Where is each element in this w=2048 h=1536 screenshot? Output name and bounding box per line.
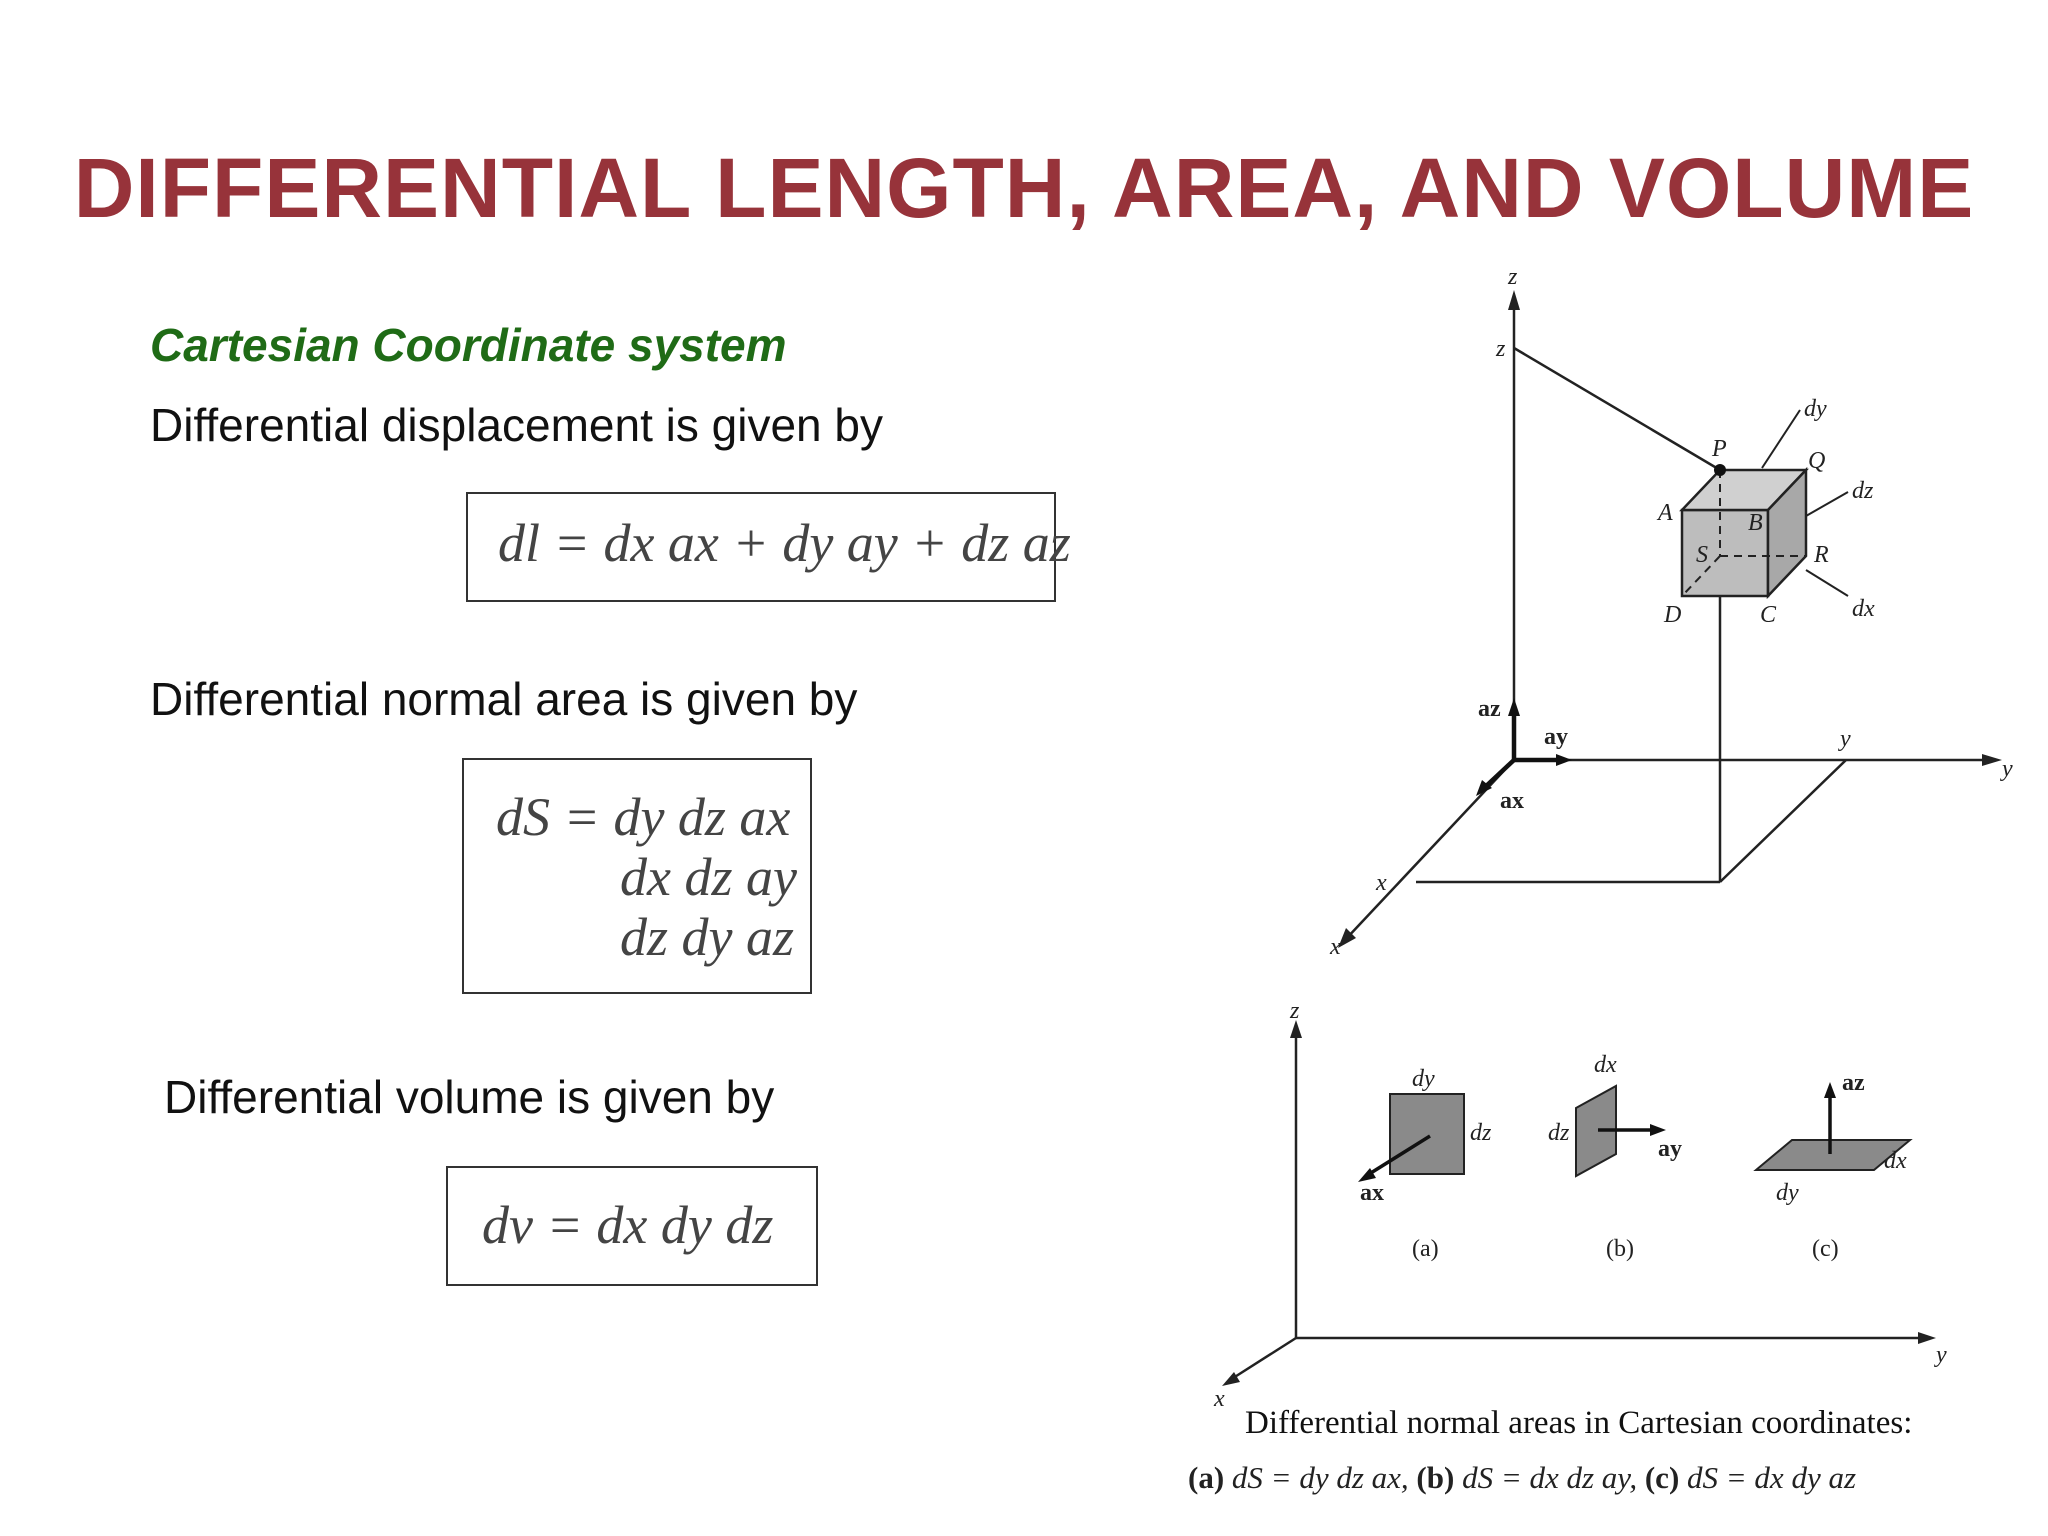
ax-vector (1484, 760, 1514, 788)
caption-a-label: (a) (1188, 1460, 1225, 1495)
x-axis-bottom (1230, 1338, 1296, 1380)
bottom-label-z: z (1290, 998, 1300, 1024)
bottom-label-x: x (1214, 1386, 1225, 1410)
figure-caption: Differential normal areas in Cartesian coordinates: (1245, 1405, 1913, 1441)
label-s: S (1696, 542, 1708, 568)
caption-b-label: (b) (1416, 1460, 1455, 1495)
label-ax: ax (1500, 788, 1524, 814)
caption-a-eq: dS = dy dz ax, (1231, 1460, 1409, 1495)
panel-c-label: (c) (1812, 1236, 1839, 1262)
panel-b-vector-label: ay (1658, 1136, 1682, 1162)
label-a: A (1658, 500, 1673, 526)
panel-b-left: dz (1548, 1120, 1570, 1146)
panel-a-vector-label: ax (1360, 1180, 1384, 1206)
area-equation-line1: dS = dy dz ax (496, 787, 791, 847)
z-projection-line (1514, 348, 1720, 470)
label-dy: dy (1804, 396, 1827, 422)
panel-c-vector-label: az (1842, 1070, 1865, 1096)
panel-a-right: dz (1470, 1120, 1492, 1146)
volume-equation: dv = dx dy dz (482, 1195, 774, 1255)
label-z-top: z (1508, 270, 1518, 290)
label-q: Q (1808, 448, 1826, 474)
z-arrowhead (1508, 290, 1520, 310)
area-equation-box (462, 758, 812, 994)
page-title: DIFFERENTIAL LENGTH, AREA, AND VOLUME (73, 141, 1975, 235)
panel-a-label: (a) (1412, 1236, 1439, 1262)
panel-c-bottom: dy (1776, 1180, 1799, 1206)
figure-caption-equations (1188, 1460, 1856, 1496)
label-dz: dz (1852, 478, 1874, 504)
displacement-equation (498, 512, 1071, 574)
area-text: Differential normal area is given by (150, 673, 858, 725)
dl-lhs: dl (498, 513, 541, 573)
dl-rhs: = dx ax + dy ay + dz az (553, 513, 1071, 573)
panel-a-plate (1390, 1094, 1464, 1174)
panel-c-right: dx (1884, 1148, 1907, 1174)
point-p-dot (1714, 464, 1726, 476)
displacement-text: Differential displacement is given by (150, 399, 883, 451)
bottom-label-y: y (1936, 1342, 1947, 1368)
label-z-mark: z (1496, 336, 1506, 362)
label-dx: dx (1852, 596, 1875, 622)
cube-figure (1300, 270, 2020, 970)
panel-a-top: dy (1412, 1066, 1435, 1092)
floor-y-line (1720, 760, 1846, 882)
label-x-end: x (1330, 934, 1341, 960)
label-x-mark: x (1376, 870, 1387, 896)
label-y-end: y (2002, 756, 2013, 782)
y-arrowhead (1982, 754, 2002, 766)
label-az: az (1478, 696, 1501, 722)
displacement-equation-box (466, 492, 1071, 602)
area-equation-line2: dx dz ay (620, 847, 797, 907)
volume-equation-box (446, 1166, 818, 1286)
label-c: C (1760, 602, 1777, 628)
panel-b-top: dx (1594, 1052, 1617, 1078)
label-d: D (1664, 602, 1682, 628)
label-y-mark: y (1840, 726, 1851, 752)
volume-text: Differential volume is given by (164, 1071, 775, 1123)
label-ay: ay (1544, 724, 1568, 750)
label-p: P (1712, 436, 1727, 462)
ay-arrowhead (1556, 754, 1572, 766)
caption-c-eq: dS = dx dy az (1687, 1460, 1857, 1495)
panel-b-label: (b) (1606, 1236, 1634, 1262)
label-b: B (1748, 510, 1763, 536)
caption-b-eq: dS = dx dz ay, (1462, 1460, 1638, 1495)
areas-figure (1200, 990, 1960, 1410)
caption-c-label: (c) (1644, 1460, 1680, 1495)
area-equation-line3: dz dy az (620, 907, 794, 967)
label-r: R (1814, 542, 1829, 568)
az-arrowhead (1508, 698, 1520, 716)
section-subtitle: Cartesian Coordinate system (150, 319, 787, 371)
